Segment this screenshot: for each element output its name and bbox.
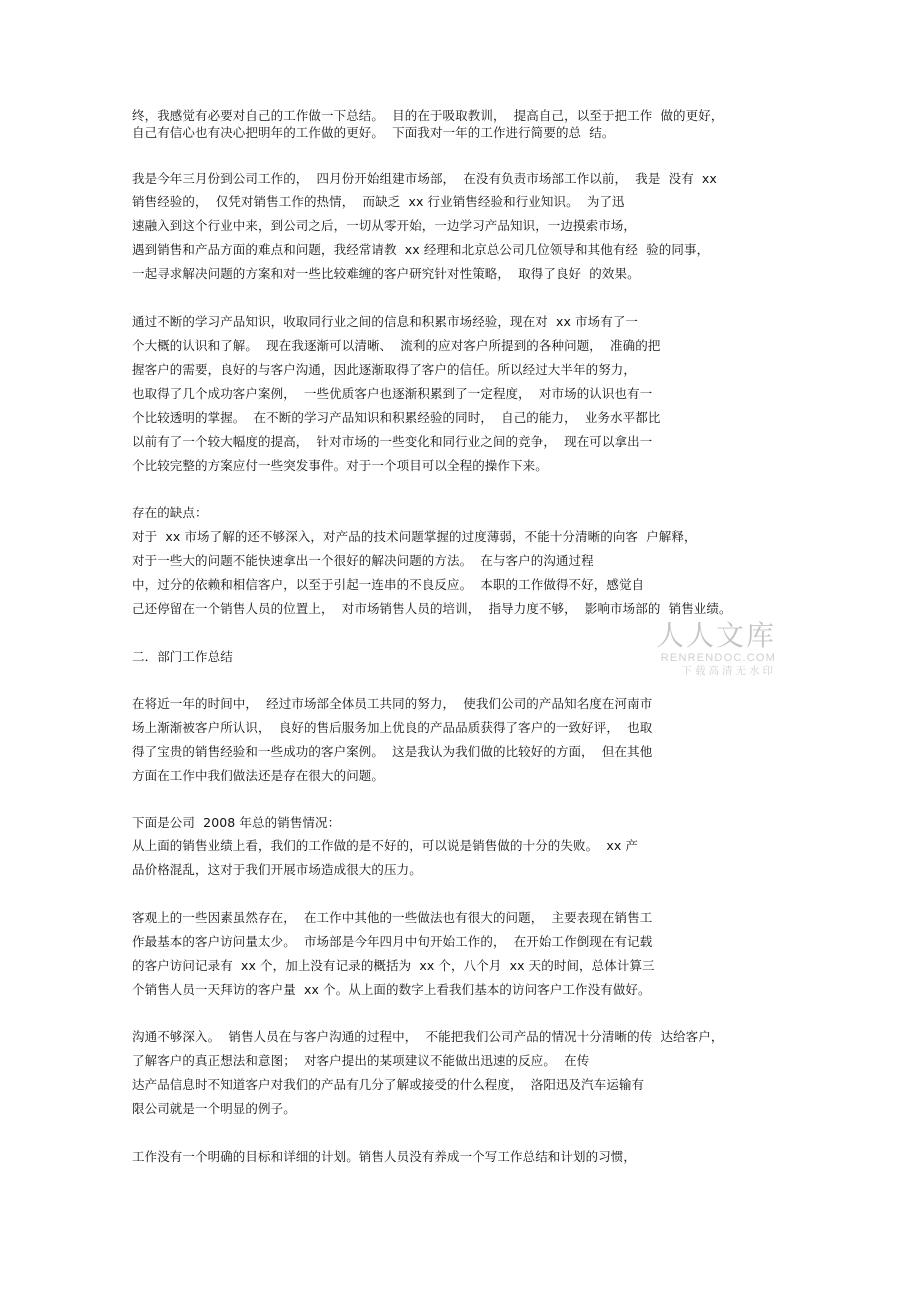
text-line: 对于一些大的问题不能快速拿出一个很好的解决问题的方法。 在与客户的沟通过程 (132, 553, 594, 568)
text-line: 的客户访问记录有 xx 个，加上没有记录的概括为 xx 个，八个月 xx 天的时间，总体计算三 (132, 958, 655, 973)
text-line: 终，我感觉有必要对自己的工作做一下总结。 目的在于吸取教训， 提高自己，以至于把工作 做的更好， (132, 108, 724, 123)
section-label-shortcomings: 存在的缺点： (132, 505, 208, 520)
text-line: 中，过分的依赖和相信客户，以至于引起一连串的不良反应。 本职的工作做得不好，感觉自 (132, 577, 645, 592)
text-line: 己还停留在一个销售人员的位置上， 对市场销售人员的培训， 指导力度不够， 影响市场部的 销售业绩。 (132, 601, 732, 616)
text-line: 作最基本的客户访问量太少。 市场部是今年四月中旬开始工作的， 在开始工作倒现在有记载 (132, 934, 653, 949)
text-line: 沟通不够深入。 销售人员在与客户沟通的过程中， 不能把我们公司产品的情况十分清晰的传 达给客户， (132, 1029, 724, 1044)
text-line: 了解客户的真正想法和意图； 对客户提出的某项建议不能做出迅速的反应。 在传 (132, 1053, 590, 1068)
text-line: 下面是公司 2008 年总的销售情况： (132, 815, 341, 830)
text-line: 遇到销售和产品方面的难点和问题，我经常请教 xx 经理和北京总公司几位领导和其他有经 验的同事， (132, 242, 710, 257)
text-line: 我是今年三月份到公司工作的， 四月份开始组建市场部， 在没有负责市场部工作以前， 我是 没有 xx (132, 171, 717, 186)
text-line: 通过不断的学习产品知识，收取同行业之间的信息和积累市场经验，现在对 xx 市场有了一 (132, 314, 639, 329)
text-line: 限公司就是一个明显的例子。 (132, 1101, 296, 1116)
watermark-domain: RENRENDOC.COM (660, 652, 776, 664)
text-line: 达产品信息时不知道客户对我们的产品有几分了解或接受的什么程度， 洛阳迅及汽车运输有 (132, 1077, 645, 1092)
text-line: 方面在工作中我们做法还是存在很大的问题。 (132, 768, 385, 783)
text-line: 握客户的需要，良好的与客户沟通，因此逐渐取得了客户的信任。所以经过大半年的努力， (132, 362, 637, 377)
text-line: 从上面的销售业绩上看，我们的工作做的是不好的，可以说是销售做的十分的失败。 xx 产 (132, 838, 639, 853)
text-line: 场上渐渐被客户所认识， 良好的售后服务加上优良的产品品质获得了客户的一致好评， 也取 (132, 720, 653, 735)
section-heading-department-summary: 二．部门工作总结 (132, 649, 233, 664)
watermark-title: 人人文库 (655, 619, 776, 652)
text-line: 销售经验的， 仅凭对销售工作的热情， 而缺乏 xx 行业销售经验和行业知识。 为了迅 (132, 194, 625, 209)
text-line: 自己有信心也有决心把明年的工作做的更好。 下面我对一年的工作进行简要的总 结。 (132, 125, 615, 140)
watermark (648, 620, 776, 678)
text-line: 工作没有一个明确的目标和详细的计划。销售人员没有养成一个写工作总结和计划的习惯， (132, 1149, 637, 1164)
text-line: 速融入到这个行业中来，到公司之后，一切从零开始，一边学习产品知识，一边摸索市场， (132, 218, 637, 233)
text-line: 个销售人员一天拜访的客户量 xx 个。从上面的数字上看我们基本的访问客户工作没有做好。 (132, 982, 651, 997)
text-line: 个大概的认识和了解。 现在我逐渐可以清晰、 流利的应对客户所提到的各种问题， 准确的把 (132, 338, 661, 353)
text-line: 以前有了一个较大幅度的提高， 针对市场的一些变化和同行业之间的竞争， 现在可以拿出一 (132, 434, 653, 449)
text-line: 得了宝贵的销售经验和一些成功的客户案例。 这是我认为我们做的比较好的方面， 但在其他 (132, 744, 653, 759)
text-line: 个比较透明的掌握。 在不断的学习产品知识和积累经验的同时， 自己的能力， 业务水平都比 (132, 410, 661, 425)
text-line: 个比较完整的方案应付一些突发事件。对于一个项目可以全程的操作下来。 (132, 458, 548, 473)
text-line: 客观上的一些因素虽然存在， 在工作中其他的一些做法也有很大的问题， 主要表现在销售工 (132, 910, 653, 925)
text-line: 在将近一年的时间中， 经过市场部全体员工共同的努力， 使我们公司的产品知名度在河南市 (132, 696, 653, 711)
text-line: 一起寻求解决问题的方案和对一些比较难缠的客户研究针对性策略， 取得了良好 的效果。 (132, 266, 640, 281)
text-line: 也取得了几个成功客户案例， 一些优质客户也逐渐积累到了一定程度， 对市场的认识也有一 (132, 386, 653, 401)
text-line: 品价格混乱，这对于我们开展市场造成很大的压力。 (132, 862, 422, 877)
watermark-subtitle: 下载高清无水印 (681, 665, 776, 677)
text-line: 对于 xx 市场了解的还不够深入，对产品的技术问题掌握的过度薄弱，不能十分清晰的向客 户解释， (132, 529, 697, 544)
